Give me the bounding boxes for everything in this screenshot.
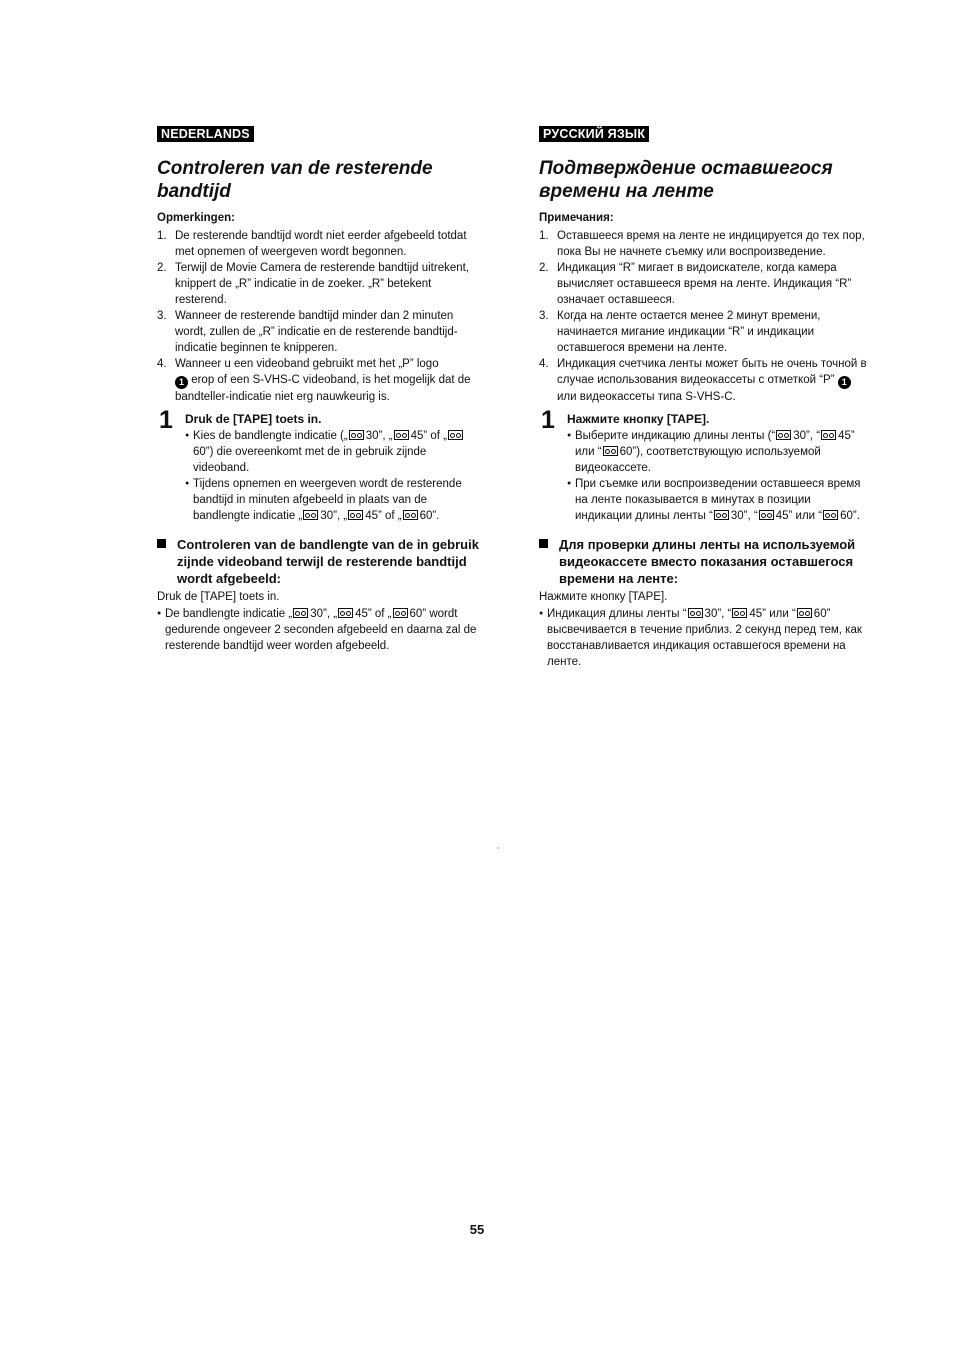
section-heading: Подтверждение оставшегося времени на ленте	[539, 158, 833, 202]
language-tag: NEDERLANDS	[157, 126, 254, 142]
bullet-text: При съемке или воспроизведении оставшееся время на ленте показывается в минутах в позиции индикации длины ленты “	[575, 478, 861, 522]
bullet-text: 30”, „	[365, 430, 393, 442]
section-heading: Controleren van de resterende bandtijd	[157, 158, 433, 202]
bullet-item	[185, 428, 482, 476]
bullet-text: 30”, “	[730, 510, 758, 522]
bullet-item	[567, 476, 869, 524]
notes-title: Opmerkingen:	[157, 212, 235, 224]
step-1	[157, 406, 482, 524]
column-dutch	[157, 125, 482, 654]
note-text: erop of een S-VHS-C videoband, is het mogelijk dat de bandteller-indicatie niet erg nauwkeurig is.	[175, 374, 471, 403]
circled-number-icon: 1	[175, 376, 188, 389]
bullet-item	[539, 606, 869, 670]
tape-icon	[338, 608, 353, 618]
step-number: 1	[541, 406, 555, 434]
tape-icon	[688, 608, 703, 618]
notes-list	[157, 228, 482, 405]
note-text: Оставшееся время на ленте не индицируется до тех пор, пока Вы не начнете съемку или воспроизведение.	[557, 230, 865, 258]
language-tag: РУССКИЙ ЯЗЫК	[539, 126, 649, 142]
note-number: 4.	[157, 358, 167, 370]
bullet-text: 45” of „	[355, 608, 392, 620]
bullet-text: 45” of „	[365, 510, 402, 522]
subsection-title: Controleren van de bandlengte van de in gebruik zijnde videoband terwijl de resterende bandtijd wordt afgebeeld:	[177, 537, 479, 586]
note-text: или видеокассеты типа S-VHS-C.	[557, 391, 736, 403]
step-title: Нажмите кнопку [TAPE].	[567, 412, 710, 426]
step-title: Druk de [TAPE] toets in.	[185, 412, 322, 426]
note-item	[157, 260, 482, 308]
note-number: 2.	[539, 262, 549, 274]
tape-icon	[349, 430, 364, 440]
tape-icon	[303, 510, 318, 520]
note-text: Индикация “R” мигает в видоискателе, когда камера вычисляет оставшееся время на ленте. Индикация “R” означает оставшееся.	[557, 262, 852, 306]
tape-icon	[821, 430, 836, 440]
tape-icon	[732, 608, 747, 618]
note-text: De resterende bandtijd wordt niet eerder afgebeeld totdat met opnemen of weergeven wordt begonnen.	[175, 230, 467, 258]
bullet-text: 60”.	[419, 510, 440, 522]
tape-icon	[293, 608, 308, 618]
tape-icon	[393, 608, 408, 618]
tape-icon	[759, 510, 774, 520]
note-text: Индикация счетчика ленты может быть не очень точной в случае использования видеокассеты с отметкой “P”	[557, 358, 867, 386]
bullet-text: 60”.	[840, 510, 860, 522]
subsection	[539, 536, 869, 587]
instruction-text: Druk de [TAPE] toets in.	[157, 591, 280, 603]
note-item	[539, 308, 869, 356]
tape-icon	[776, 430, 791, 440]
note-text: Wanneer de resterende bandtijd minder dan 2 minuten wordt, zullen de „R” indicatie en de resterende bandtijd-indicatie beginnen te knipperen.	[175, 310, 458, 354]
note-number: 1.	[157, 230, 167, 242]
tape-icon	[714, 510, 729, 520]
bullet-text: Tijdens opnemen en weergeven wordt de resterende bandtijd in minuten afgebeeld in plaats van de bandlengte indicatie „	[193, 478, 462, 522]
bullet-text: Индикация длины ленты “	[547, 608, 687, 620]
tape-icon	[797, 608, 812, 618]
bullet-text: 60” wordt gedurende ongeveer 2 seconden afgebeeld en daarna zal de resterende bandtijd weer worden afgebeeld.	[165, 608, 477, 652]
subsection	[157, 536, 482, 587]
bullet-text: 45” или “	[575, 430, 855, 458]
tape-icon	[603, 446, 618, 456]
step-1	[539, 406, 869, 524]
bullet-item	[185, 476, 482, 524]
note-item	[157, 308, 482, 356]
note-number: 4.	[539, 358, 549, 370]
note-number: 3.	[157, 310, 167, 322]
bullet-text: 45” of „	[410, 430, 447, 442]
bullet-text: 30”, „	[320, 510, 348, 522]
bullet-item	[567, 428, 869, 476]
bullet-text: Kies de bandlengte indicatie („	[193, 430, 348, 442]
tape-icon	[448, 430, 463, 440]
step-bullets	[185, 428, 482, 524]
bullet-text: 30”, “	[793, 430, 821, 442]
notes-list	[539, 228, 869, 405]
bullet-text: 45” или “	[749, 608, 796, 620]
note-item	[157, 228, 482, 260]
tape-icon	[823, 510, 838, 520]
bullet-item	[157, 606, 482, 654]
square-bullet-icon	[157, 539, 166, 548]
subsection-bullets	[539, 606, 869, 670]
bullet-text: 60” высвечивается в течение приблиз. 2 секунд перед тем, как восстанавливается индикация оставшегося времени на ленте.	[547, 608, 862, 668]
note-number: 1.	[539, 230, 549, 242]
note-number: 3.	[539, 310, 549, 322]
column-russian	[539, 125, 869, 670]
bullet-text: De bandlengte indicatie „	[165, 608, 293, 620]
subsection-bullets	[157, 606, 482, 654]
bullet-text: 60”), соответствующую используемой видеокассете.	[575, 446, 821, 474]
scan-speck	[497, 847, 499, 849]
bullet-text: 45” или “	[775, 510, 823, 522]
page-number: 55	[469, 1222, 485, 1237]
step-number: 1	[159, 406, 173, 434]
tape-icon	[394, 430, 409, 440]
note-text: Terwijl de Movie Camera de resterende bandtijd uitrekent, knippert de „R” indicatie in de zoeker. „R” betekent resterend.	[175, 262, 470, 306]
step-bullets	[567, 428, 869, 524]
circled-number-icon: 1	[838, 376, 851, 389]
tape-icon	[403, 510, 418, 520]
bullet-text: 30”, “	[704, 608, 732, 620]
note-item	[539, 228, 869, 260]
note-text: Wanneer u een videoband gebruikt met het „P” logo	[175, 358, 439, 370]
note-number: 2.	[157, 262, 167, 274]
tape-icon	[348, 510, 363, 520]
instruction-text: Нажмите кнопку [TAPE].	[539, 591, 668, 603]
note-item	[539, 356, 869, 405]
square-bullet-icon	[539, 539, 548, 548]
notes-title: Примечания:	[539, 212, 614, 224]
subsection-title: Для проверки длины ленты на используемой видеокассете вместо показания оставшегося времени на ленте:	[559, 537, 856, 586]
bullet-text: 30”, „	[310, 608, 338, 620]
note-item	[539, 260, 869, 308]
bullet-text: 60”) die overeenkomt met de in gebruik zijnde videoband.	[193, 446, 427, 474]
note-text: Когда на ленте остается менее 2 минут времени, начинается мигание индикации “R” и индикации оставшегося времени на ленте.	[557, 310, 821, 354]
note-item	[157, 356, 482, 405]
bullet-text: Выберите индикацию длины ленты (“	[575, 430, 776, 442]
